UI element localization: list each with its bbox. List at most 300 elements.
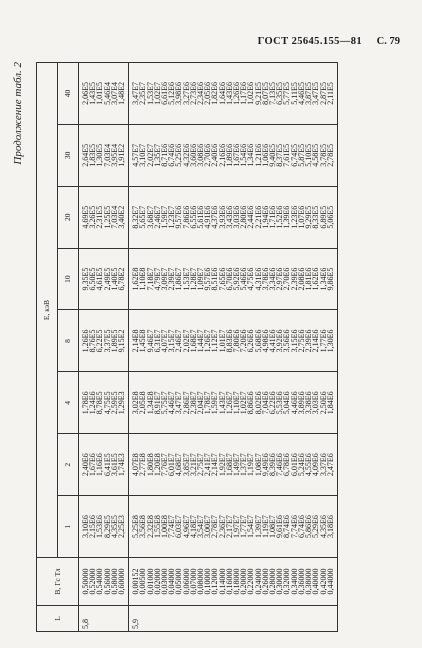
- flux-value: 6,74E6: [296, 515, 306, 539]
- flux-value: 1,44E7: [196, 329, 206, 353]
- flux-value: 3,03E6: [311, 391, 321, 415]
- flux-value: 8,02E6: [253, 391, 263, 415]
- flux-value: 6,01E6: [289, 453, 299, 477]
- flux-value: 8,07E5: [260, 82, 270, 105]
- flux-value: 3,02E8: [131, 391, 141, 415]
- l-value: 5,8: [79, 606, 129, 632]
- b-value: 0,12000: [210, 568, 220, 595]
- flux-value: 4,58E5: [311, 143, 321, 167]
- flux-value: 4,18E7: [188, 515, 198, 539]
- flux-value: 5,11E5: [289, 82, 299, 105]
- flux-value: 1,67E6: [232, 143, 242, 167]
- flux-value: 1,19E7: [246, 453, 256, 477]
- flux-value: 3,09E7: [160, 267, 170, 291]
- flux-value: 6,01E7: [167, 453, 177, 477]
- flux-value: 1,59E7: [210, 391, 220, 415]
- flux-column: [129, 63, 338, 125]
- flux-column: [129, 434, 338, 496]
- flux-value: 2,59E5: [109, 391, 119, 415]
- flux-value: 1,30E6: [325, 329, 335, 353]
- flux-value: 4,46E7: [167, 391, 177, 415]
- flux-value: 1,77E6: [318, 329, 328, 353]
- table-continuation-title: Продолжение табл. 2: [12, 62, 24, 165]
- flux-value: 1,92E7: [217, 453, 227, 477]
- flux-value: 3,15E7: [167, 329, 177, 353]
- flux-value: 3,95E4: [109, 143, 119, 167]
- flux-value: 3,10E6: [81, 515, 90, 539]
- b-value: 0,03000: [160, 568, 170, 595]
- flux-value: 5,25E6: [174, 143, 184, 167]
- standard-number: ГОСТ 25645.155—81: [257, 36, 362, 47]
- flux-value: 2,05E6: [203, 82, 213, 105]
- flux-value: 9,57E6: [174, 205, 184, 229]
- flux-value: 5,77E5: [282, 82, 292, 105]
- flux-value: 1,34E6: [318, 267, 328, 291]
- flux-value: 3,21E7: [188, 453, 198, 477]
- flux-value: 1,24E6: [88, 391, 98, 415]
- flux-column: [129, 496, 338, 558]
- flux-value: 2,34E6: [196, 82, 206, 105]
- flux-column: [79, 186, 129, 248]
- flux-value: 1,21E6: [253, 143, 263, 167]
- flux-value: 2,14E6: [311, 329, 321, 353]
- flux-value: 3,47E7: [174, 391, 184, 415]
- flux-value: 5,24E6: [296, 453, 306, 477]
- flux-value: 1,54E6: [239, 143, 249, 167]
- b-value: 0,22000: [246, 568, 256, 595]
- flux-value: 9,29E5: [304, 205, 314, 229]
- flux-value: 2,39E6: [304, 329, 314, 353]
- flux-value: 3,43E6: [224, 205, 234, 229]
- flux-value: 5,68E6: [253, 329, 263, 353]
- flux-value: 6,61E6: [160, 82, 170, 105]
- flux-value: 1,10E7: [232, 391, 242, 415]
- flux-value: 6,41E5: [102, 453, 112, 477]
- flux-value: 7,86E6: [181, 205, 191, 229]
- flux-value: 5,87E5: [296, 143, 306, 167]
- flux-value: 6,74E6: [167, 143, 177, 167]
- flux-value: 8,29E5: [102, 515, 112, 539]
- flux-value: 5,65E7: [138, 205, 148, 229]
- flux-value: 2,49E5: [102, 267, 112, 291]
- flux-column: [129, 372, 338, 434]
- page-number: С. 79: [376, 36, 400, 47]
- b-value: 0,42000: [318, 568, 328, 595]
- flux-value: 1,94E6: [260, 205, 270, 229]
- flux-value: 8,86E6: [246, 391, 256, 415]
- flux-value: 4,55E6: [304, 453, 314, 477]
- flux-value: 2,87E5: [318, 82, 328, 105]
- flux-value: 9,57E6: [203, 267, 213, 291]
- flux-value: 1,37E7: [239, 453, 249, 477]
- flux-value: 1,97E7: [232, 515, 242, 539]
- flux-value: 4,75E5: [102, 391, 112, 415]
- flux-value: 5,61E6: [196, 205, 206, 229]
- flux-value: 5,10E5: [304, 143, 314, 167]
- energy-header: 40: [58, 63, 79, 125]
- flux-value: 8,37E5: [275, 143, 285, 167]
- flux-value: 4,98E6: [260, 329, 270, 353]
- flux-value: 2,08E6: [296, 267, 306, 291]
- flux-value: 1,39E7: [253, 515, 263, 539]
- b-value: 0,24000: [253, 568, 263, 595]
- b-value: 0,34000: [289, 568, 299, 595]
- flux-value: 1,19E7: [260, 515, 270, 539]
- b-value: 0,60000: [117, 568, 127, 595]
- b-value: 0,06000: [181, 568, 191, 595]
- flux-value: 9,35E5: [81, 267, 90, 291]
- flux-value: 7,74E6: [289, 515, 299, 539]
- flux-value: 1,74E3: [117, 453, 127, 477]
- flux-value: 1,55E8: [152, 515, 162, 539]
- b-value: 0,08000: [196, 568, 206, 595]
- b-value: 0,18000: [232, 568, 242, 595]
- flux-value: 1,91E2: [117, 143, 127, 167]
- flux-value: 7,46E6: [275, 453, 285, 477]
- flux-value: 2,15E6: [88, 515, 98, 539]
- flux-value: 7,74E7: [167, 515, 177, 539]
- flux-value: 5,53E6: [275, 391, 285, 415]
- flux-value: 8,83E6: [224, 329, 234, 353]
- flux-value: 6,03E7: [174, 515, 184, 539]
- flux-value: 3,89E6: [296, 391, 306, 415]
- b-value: 0,20000: [239, 568, 249, 595]
- flux-value: 2,78E7: [210, 515, 220, 539]
- flux-value: 3,37E6: [318, 453, 328, 477]
- flux-value: 3,47E5: [311, 82, 321, 105]
- flux-value: 5,86E6: [304, 515, 314, 539]
- flux-value: 1,86E7: [174, 267, 184, 291]
- flux-value: 1,00E8: [160, 515, 170, 539]
- flux-value: 4,07E8: [131, 453, 141, 477]
- flux-value: 2,78E5: [325, 143, 335, 167]
- flux-value: 1,84E6: [325, 391, 335, 415]
- flux-value: 7,20E6: [239, 329, 249, 353]
- flux-value: 1,78E6: [81, 391, 90, 415]
- flux-column: [79, 124, 129, 186]
- flux-value: 1,29E3: [117, 391, 127, 415]
- flux-value: 1,06E6: [260, 143, 270, 167]
- column-header-B: B, Гс Тл: [37, 558, 79, 606]
- b-value: 0,14000: [217, 568, 227, 595]
- flux-value: 3,56E6: [282, 329, 292, 353]
- flux-value: 2,97E6: [275, 267, 285, 291]
- flux-value: 3,78E6: [260, 267, 270, 291]
- flux-value: 6,70E6: [224, 267, 234, 291]
- flux-value: 2,75E7: [196, 453, 206, 477]
- flux-value: 1,34E6: [246, 143, 256, 167]
- flux-value: 3,26E5: [88, 205, 98, 229]
- flux-value: 2,17E7: [224, 515, 234, 539]
- column-header-L: L: [37, 606, 79, 632]
- flux-value: 1,35E7: [152, 143, 162, 167]
- flux-value: 1,30E5: [95, 143, 105, 167]
- b-value: 0,01000: [145, 568, 155, 595]
- b-value: 0,58000: [109, 568, 119, 595]
- table-body: [79, 63, 338, 632]
- flux-value: 4,31E6: [253, 267, 263, 291]
- flux-value: 1,34E8: [145, 391, 155, 415]
- flux-value: 3,93E6: [217, 205, 227, 229]
- flux-value: 8,32E7: [131, 205, 141, 229]
- b-value: 0,44000: [325, 568, 335, 595]
- flux-value: 1,28E7: [188, 267, 198, 291]
- flux-value: 2,47E6: [325, 453, 335, 477]
- flux-value: 1,78E7: [203, 391, 213, 415]
- flux-value: 1,53E6: [95, 515, 105, 539]
- flux-value: 2,02E7: [181, 329, 191, 353]
- b-value: 0,38000: [304, 568, 314, 595]
- flux-value: 6,74E5: [289, 143, 299, 167]
- flux-value: 1,52E6: [275, 205, 285, 229]
- flux-value: 2,70E6: [203, 143, 213, 167]
- flux-value: 1,12E7: [210, 329, 220, 353]
- flux-value: 3,47E7: [131, 82, 141, 105]
- b-value: 0,32000: [282, 568, 292, 595]
- b-value: 0,05000: [174, 568, 184, 595]
- flux-value: 9,86E5: [325, 267, 335, 291]
- flux-value: 6,26E6: [246, 329, 256, 353]
- flux-value: 2,73E6: [188, 82, 198, 105]
- flux-value: 6,31E7: [152, 329, 162, 353]
- l-value: 5,9: [129, 606, 338, 632]
- flux-value: 2,25E3: [117, 515, 127, 539]
- flux-value: 1,81E6: [304, 267, 314, 291]
- flux-value: 9,15E2: [117, 329, 127, 353]
- energy-header: 10: [58, 248, 79, 310]
- flux-value: 4,79E7: [152, 267, 162, 291]
- flux-value: 6,78E6: [282, 453, 292, 477]
- flux-value: 1,23E6: [289, 205, 299, 229]
- flux-value: 2,38E7: [188, 391, 198, 415]
- flux-value: 1,26E6: [232, 82, 242, 105]
- flux-value: 1,09E7: [196, 267, 206, 291]
- flux-value: 1,16E6: [95, 453, 105, 477]
- flux-value: 5,29E6: [311, 515, 321, 539]
- flux-value: 8,33E5: [311, 205, 321, 229]
- flux-column: [79, 496, 129, 558]
- flux-value: 2,41E7: [203, 453, 213, 477]
- flux-value: 6,78E2: [117, 267, 127, 291]
- flux-value: 2,31E5: [95, 205, 105, 229]
- flux-value: 2,32E8: [145, 515, 155, 539]
- flux-value: 3,15E6: [289, 329, 299, 353]
- flux-value: 1,83E5: [88, 143, 98, 167]
- flux-value: 4,37E6: [210, 205, 220, 229]
- flux-value: 1,01E7: [217, 329, 227, 353]
- flux-value: 3,54E7: [196, 515, 206, 539]
- flux-value: 4,35E5: [109, 515, 119, 539]
- flux-value: 3,68E7: [145, 205, 155, 229]
- b-value: 0,00152: [131, 568, 141, 595]
- flux-value: 7,65E6: [217, 267, 227, 291]
- flux-value: 4,09E6: [311, 453, 321, 477]
- flux-value: 7,13E5: [268, 82, 278, 105]
- flux-value: 8,91E7: [152, 391, 162, 415]
- flux-value: 4,57E7: [131, 143, 141, 167]
- flux-value: 2,16E6: [217, 143, 227, 167]
- b-value: 0,52000: [88, 568, 98, 595]
- flux-column: [79, 434, 129, 496]
- b-value: 0,26000: [260, 568, 270, 595]
- b-value: 0,28000: [268, 568, 278, 595]
- flux-value: 3,07E4: [109, 82, 119, 105]
- flux-value: 3,61E5: [109, 453, 119, 477]
- flux-value: 1,23E7: [167, 205, 177, 229]
- flux-value: 8,74E6: [282, 515, 292, 539]
- flux-value: 2,14E8: [131, 329, 141, 353]
- flux-value: 3,34E6: [268, 267, 278, 291]
- flux-value: 1,68E7: [224, 453, 234, 477]
- flux-value: 7,03E4: [102, 143, 112, 167]
- energy-group-header: E, кэВ: [37, 63, 58, 558]
- flux-value: 1,49E7: [232, 453, 242, 477]
- flux-value: 8,76E5: [88, 329, 98, 353]
- flux-value: 2,02E7: [145, 143, 155, 167]
- flux-value: 5,04E6: [282, 391, 292, 415]
- table-section-row: [79, 63, 129, 632]
- flux-value: 3,37E5: [102, 329, 112, 353]
- flux-value: 2,39E6: [289, 267, 299, 291]
- flux-value: 3,00E7: [203, 515, 213, 539]
- flux-value: 1,62E8: [131, 267, 141, 291]
- b-value: 0,36000: [296, 568, 306, 595]
- flux-column: [79, 372, 129, 434]
- b-value: 0,07000: [188, 568, 198, 595]
- flux-value: 5,46E6: [239, 267, 249, 291]
- flux-value: 7,03E4: [109, 205, 119, 229]
- flux-value: 1,25E5: [102, 205, 112, 229]
- b-value: 0,16000: [224, 568, 234, 595]
- flux-value: 1,39E6: [282, 205, 292, 229]
- flux-value: 5,25E8: [131, 515, 141, 539]
- flux-value: 3,03E6: [232, 205, 242, 229]
- flux-value: 1,08E7: [253, 453, 263, 477]
- flux-value: 1,43E7: [217, 391, 227, 415]
- flux-value: 2,75E6: [296, 329, 306, 353]
- flux-value: 2,35E7: [138, 82, 148, 105]
- flux-value: 2,46E7: [174, 329, 184, 353]
- flux-value: 4,32E6: [181, 143, 191, 167]
- flux-column: [79, 63, 129, 125]
- flux-value: 7,80E6: [232, 329, 242, 353]
- energy-header: 8: [58, 310, 79, 372]
- flux-value: 4,07E7: [160, 329, 170, 353]
- flux-value: 1,64E6: [217, 82, 227, 105]
- rotated-table-area: [12, 62, 408, 632]
- flux-value: 4,75E6: [246, 267, 256, 291]
- flux-value: 2,36E7: [217, 515, 227, 539]
- flux-value: 1,53E7: [145, 82, 155, 105]
- table-section-row: [129, 63, 338, 632]
- flux-value: 1,26E6: [81, 329, 90, 353]
- flux-column: [129, 310, 338, 372]
- flux-value: 2,14E7: [210, 453, 220, 477]
- flux-value: 3,87E5: [304, 82, 314, 105]
- b-values: [79, 558, 129, 606]
- flux-value: 4,46E5: [296, 82, 306, 105]
- b-value: 0,04000: [167, 568, 177, 595]
- flux-value: 1,77E7: [239, 515, 249, 539]
- flux-value: 2,70E6: [282, 267, 292, 291]
- flux-value: 1,67E6: [88, 453, 98, 477]
- flux-value: 2,06E5: [81, 82, 90, 105]
- flux-value: 1,45E8: [138, 329, 148, 353]
- b-value: 0,56000: [102, 568, 112, 595]
- flux-value: 3,18E6: [325, 515, 335, 539]
- flux-value: 3,40E2: [117, 205, 127, 229]
- flux-value: 8,51E6: [210, 267, 220, 291]
- flux-value: 3,85E7: [181, 453, 191, 477]
- flux-value: 6,50E5: [88, 267, 98, 291]
- flux-column: [129, 124, 338, 186]
- flux-value: 2,64E5: [81, 143, 90, 167]
- flux-value: 2,11E5: [325, 82, 335, 105]
- flux-value: 3,78E5: [318, 143, 328, 167]
- flux-value: 1,71E6: [268, 205, 278, 229]
- flux-value: 5,92E6: [232, 267, 242, 291]
- flux-value: 5,75E7: [160, 391, 170, 415]
- flux-value: 4,69E5: [81, 205, 90, 229]
- flux-value: 9,40E5: [268, 143, 278, 167]
- flux-value: 2,46E7: [152, 205, 162, 229]
- flux-value: 4,91E6: [203, 205, 213, 229]
- flux-value: 1,20E8: [152, 453, 162, 477]
- flux-value: 9,46E7: [145, 329, 155, 353]
- flux-value: 4,61E5: [95, 267, 105, 291]
- flux-value: 3,60E6: [188, 143, 198, 167]
- flux-value: 6,55E6: [188, 205, 198, 229]
- flux-value: 2,50E6: [318, 391, 328, 415]
- flux-value: 8,78E5: [95, 391, 105, 415]
- flux-value: 5,12E6: [167, 82, 177, 105]
- b-values: [129, 558, 338, 606]
- flux-value: 2,21E6: [253, 205, 263, 229]
- flux-value: 9,21E5: [253, 82, 263, 105]
- flux-value: 1,80E8: [145, 453, 155, 477]
- flux-value: 5,46E4: [102, 82, 112, 105]
- flux-value: 7,04E6: [260, 391, 270, 415]
- flux-value: 8,39E6: [268, 453, 278, 477]
- flux-value: 5,06E5: [325, 205, 335, 229]
- flux-value: 6,89E5: [318, 205, 328, 229]
- flux-value: 4,68E7: [174, 453, 184, 477]
- flux-value: 7,18E7: [145, 267, 155, 291]
- energy-header: 1: [58, 496, 79, 558]
- flux-value: 1,26E7: [203, 329, 213, 353]
- flux-column: [79, 310, 129, 372]
- flux-value: 3,10E7: [138, 143, 148, 167]
- flux-value: 1,89E5: [109, 329, 119, 353]
- flux-value: 8,71E6: [160, 143, 170, 167]
- flux-value: 2,40E6: [210, 143, 220, 167]
- flux-value: 1,53E7: [181, 267, 191, 291]
- flux-value: 1,02E7: [152, 82, 162, 105]
- flux-value: 3,92E6: [275, 329, 285, 353]
- flux-value: 4,96E7: [181, 515, 191, 539]
- flux-value: 2,80E6: [239, 205, 249, 229]
- flux-value: 6,22E6: [268, 391, 278, 415]
- flux-value: 7,76E7: [160, 453, 170, 477]
- energy-header: 30: [58, 124, 79, 186]
- flux-value: 3,27E6: [181, 82, 191, 105]
- flux-value: 4,41E6: [268, 329, 278, 353]
- flux-value: 1,01E5: [95, 82, 105, 105]
- flux-value: 1,62E6: [311, 267, 321, 291]
- flux-column: [79, 248, 129, 310]
- flux-value: 1,82E6: [210, 82, 220, 105]
- energy-header: 4: [58, 372, 79, 434]
